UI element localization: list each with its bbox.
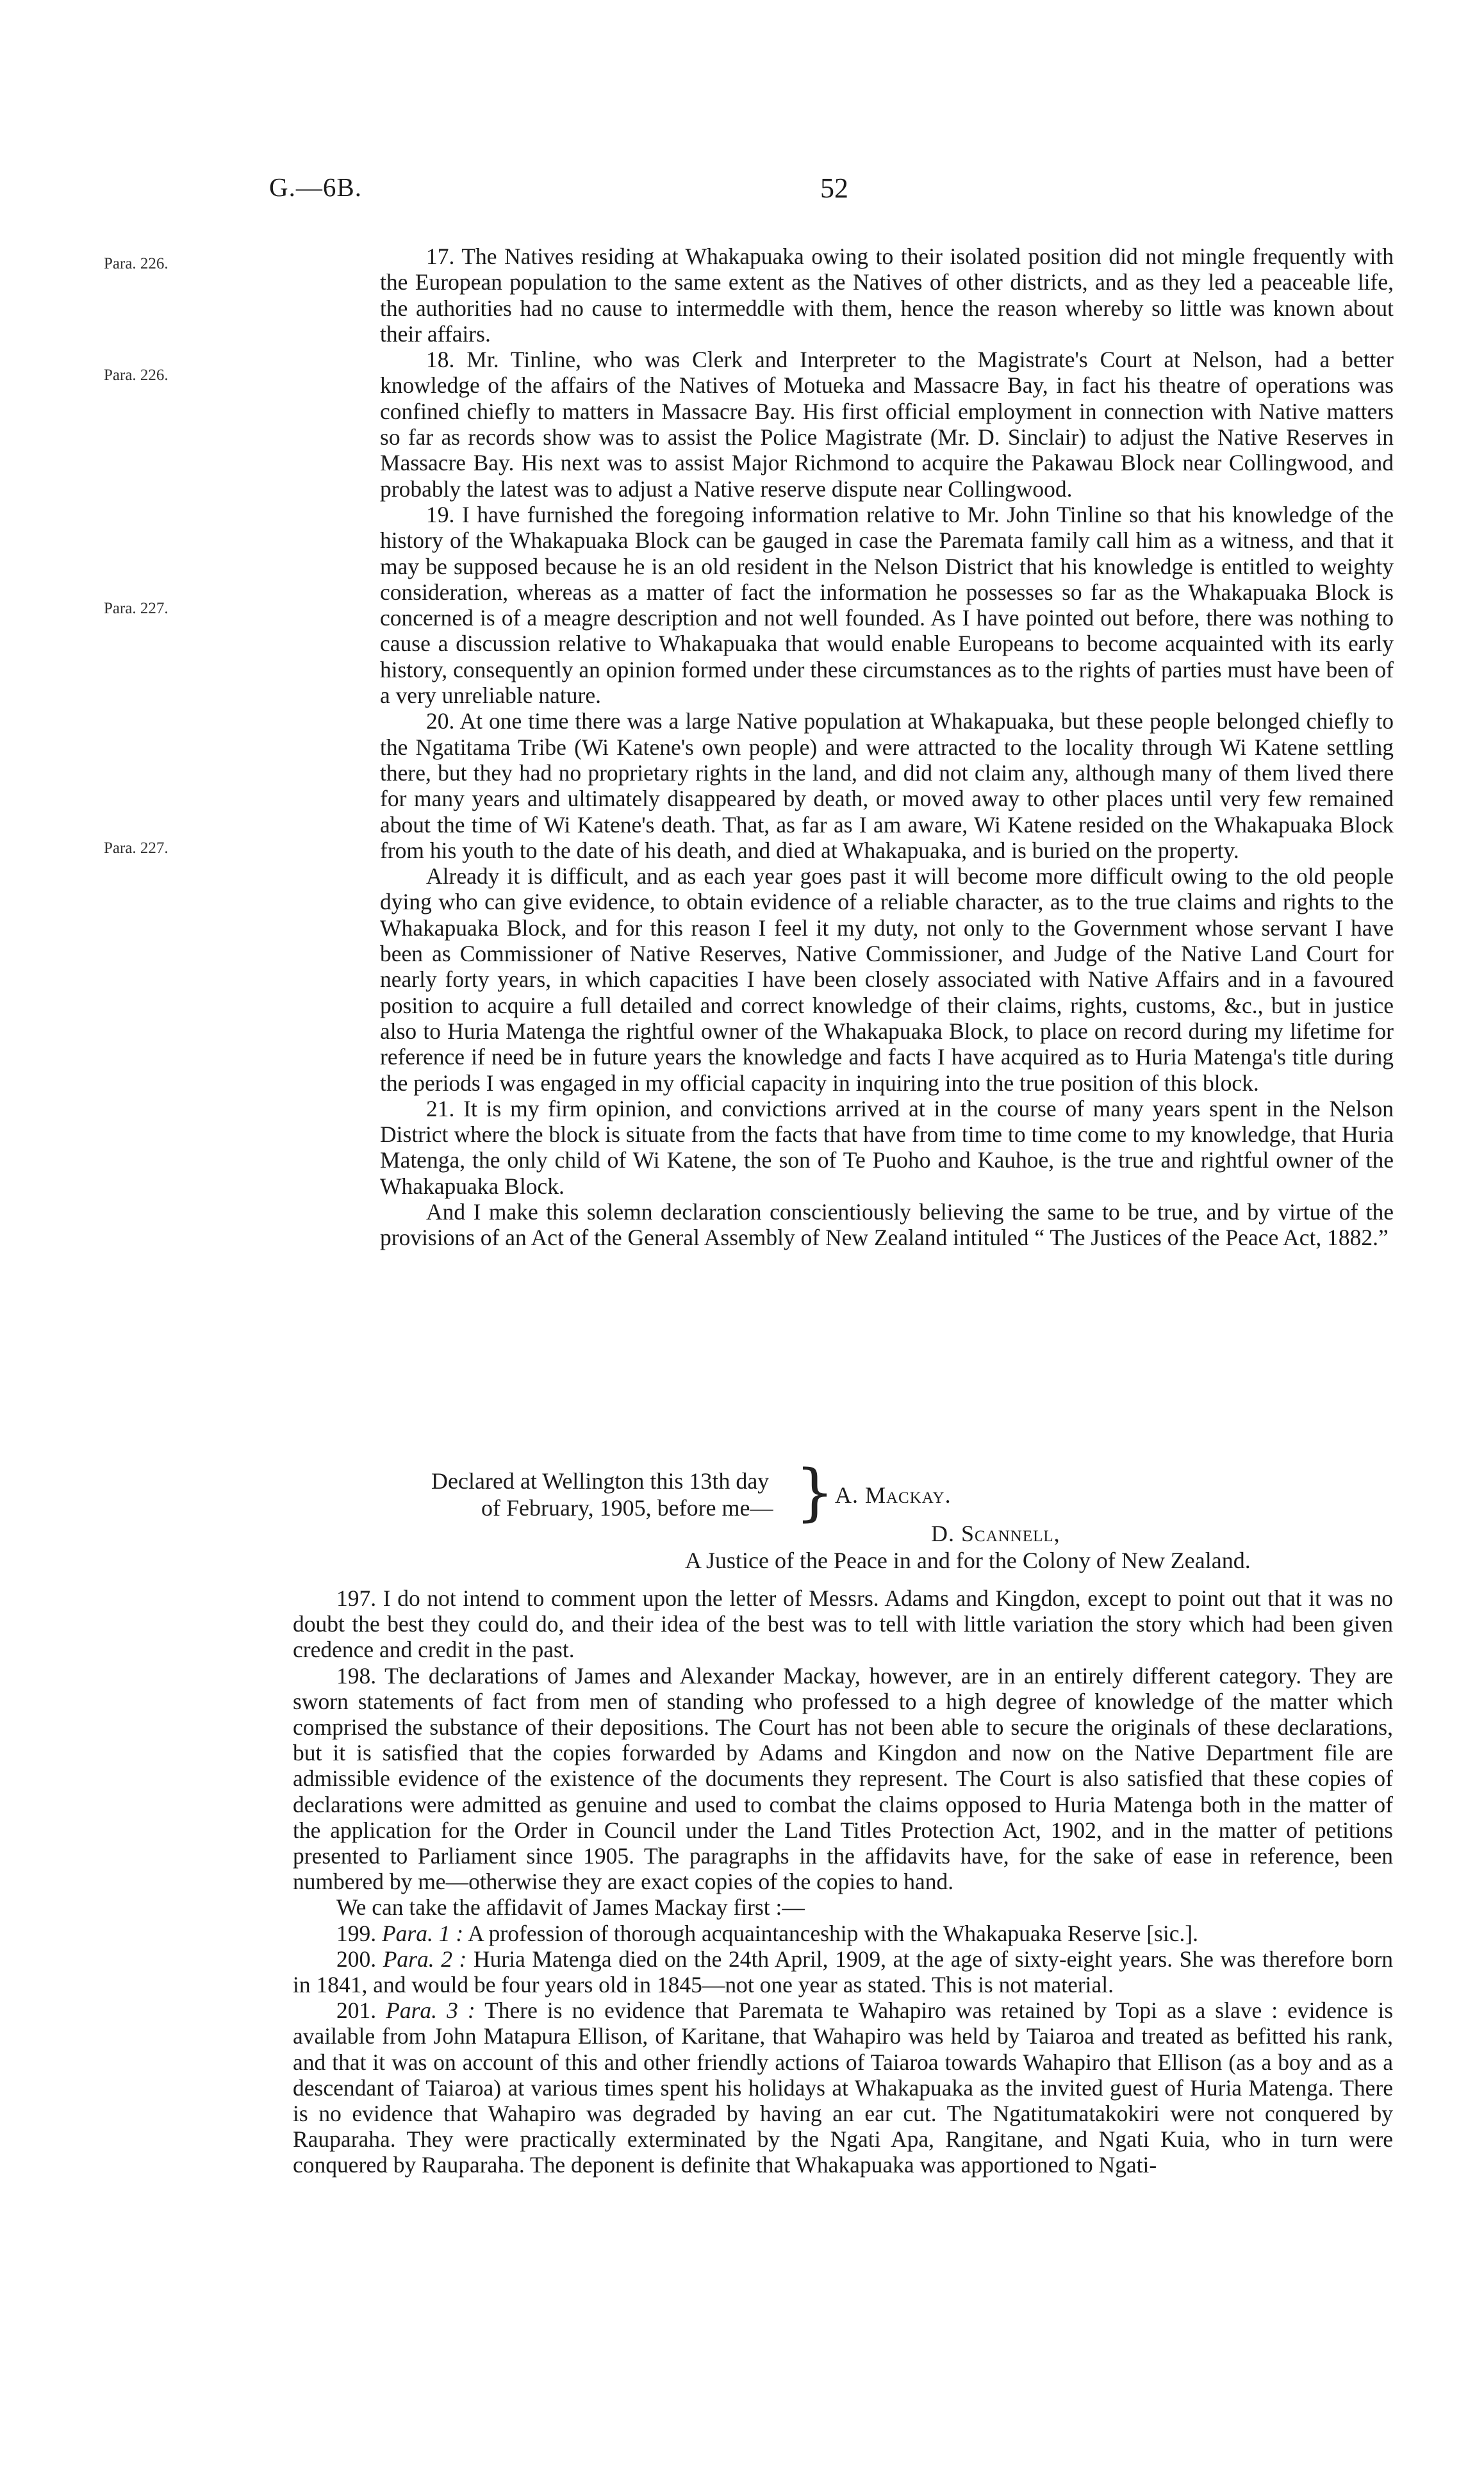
declaration-statement (431, 1468, 773, 1521)
quoted-paragraph: And I make this solemn declaration conscientiously believing the same to be true, and by virtue of the provisions of an Act of the General Assembly of New Zealand intituled “ The Justices of the Peace Act, 1882.” (380, 1198, 1394, 1251)
quoted-paragraph: Already it is difficult, and as each year goes past it will become more difficult owing to the old people dying who can give evidence, to obtain evidence of a reliable character, as to the true claims and rights to the Whakapuaka Block, and for this reason I feel it my duty, not only to the Government whose servant I have been as Commissioner of Native Reserves, Native Commissioner, and Judge of the Native Land Court for nearly forty years, in which capacities I have been closely associated with Native Affairs and in a favoured position to acquire a full detailed and correct knowledge of their claims, rights, customs, &c., but in justice also to Huria Matenga the rightful owner of the Whakapuaka Block, to place on record during my lifetime for reference if need be in future years the knowledge and facts I have acquired as to Huria Matenga's title during the periods I was engaged in my official capacity in inquiring into the true position of this block. (380, 863, 1394, 1096)
margin-note: Para. 226. (104, 367, 169, 384)
margin-note: Para. 227. (104, 839, 169, 857)
para-reference: Para. 3 : (386, 1997, 475, 2024)
quoted-paragraph: 17. The Natives residing at Whakapuaka owing to their isolated position did not mingle frequently with the European population to the same extent as the Natives of other districts, and as they led a peaceable life, the authorities had no cause to intermeddle with them, hence the reason whereby so little was known about their affairs. (380, 244, 1394, 347)
declarant-signature: A. Mackay. (835, 1482, 952, 1508)
brace-symbol: } (795, 1457, 835, 1528)
declaration-line: Declared at Wellington this 13th day (431, 1468, 770, 1494)
paragraph-text: A profession of thorough acquaintanceship with the Whakapuaka Reserve [sic.]. (468, 1920, 1199, 1946)
paragraph: We can take the affidavit of James Mackay first :— (336, 1894, 805, 1921)
quoted-paragraph: 18. Mr. Tinline, who was Clerk and Interpreter to the Magistrate's Court at Nelson, had a better knowledge of the affairs of the Natives of Motueka and Massacre Bay, in fact his theatre of operations was confined chiefly to matters in Massacre Bay. His first official employment in connection with Native matters so far as records show was to assist the Police Magistrate (Mr. D. Sinclair) to adjust the Native Reserves in Massacre Bay. His next was to assist Major Richmond to acquire the Pakawau Block near Collingwood, and probably the latest was to adjust a Native reserve dispute near Collingwood. (380, 347, 1394, 502)
witness-signature: D. Scannell, (931, 1521, 1060, 1546)
paragraph (293, 1997, 1393, 2178)
page-header (0, 172, 1484, 217)
para-reference: Para. 1 : (382, 1920, 464, 1946)
document-reference: G.—6B. (269, 172, 362, 202)
paragraph: 198. The declarations of James and Alexander Mackay, however, are in an entirely different category. They are sworn statements of fact from men of standing who professed to a high degree of knowledge of the matter which comprised the substance of their depositions. The Court has not been able to secure the originals of these declarations, but it is satisfied that the copies forwarded by Adams and Kingdon and now on the Native Department file are admissible evidence of the existence of the documents they represent. The Court is also satisfied that these copies of declarations were admitted as genuine and used to combat the claims opposed to Huria Matenga both in the matter of the application for the Order in Council under the Land Titles Protection Act, 1902, and in the matter of petitions presented to Parliament since 1905. The paragraphs in the affidavits have, for the sake of ease in reference, been numbered by me—otherwise they are exact copies of the copies to hand. (293, 1662, 1393, 1895)
margin-note: Para. 227. (104, 600, 169, 617)
declaration-line: of February, 1905, before me— (481, 1495, 773, 1521)
main-text (293, 1585, 1393, 2178)
para-reference: Para. 2 : (383, 1946, 467, 1972)
quoted-paragraph: 20. At one time there was a large Native population at Whakapuaka, but these people belonged chiefly to the Ngatitama Tribe (Wi Katene's own people) and were attracted to the locality through Wi Katene settling there, but they had no proprietary rights in the land, and did not claim any, although many of them lived there for many years and ultimately disappeared by death, or moved away to other places until very few remained about the time of Wi Katene's death. That, as far as I am aware, Wi Katene resided on the Whakapuaka Block from his youth to the date of his death, and died at Whakapuaka, and is buried on the property. (380, 708, 1394, 863)
paragraph-number: 201. (336, 1997, 377, 2024)
margin-note: Para. 226. (104, 255, 169, 272)
paragraph (293, 1946, 1393, 1997)
quoted-paragraph: 19. I have furnished the foregoing information relative to Mr. John Tinline so that his knowledge of the history of the Whakapuaka Block can be gauged in case the Paremata family call him as a witness, and that it may be supposed because he is an old resident in the Nelson District that his knowledge is entitled to weighty consideration, whereas as a matter of fact the information he possesses so far as the Whakapuaka Block is concerned is of a meagre description and not well founded. As I have pointed out before, there was nothing to cause a discussion relative to Whakapuaka that would enable Europeans to become acquainted with its early history, consequently an opinion formed under these circumstances as to the rights of parties must have been of a very unreliable nature. (380, 501, 1394, 709)
witness-title: A Justice of the Peace in and for the Colony of New Zealand. (685, 1548, 1251, 1573)
paragraph: 197. I do not intend to comment upon the letter of Messrs. Adams and Kingdon, except to point out that it was no doubt the best they could do, and their idea of the best was to tell with little variation the story which had been given credence and credit in the past. (293, 1585, 1393, 1663)
paragraph-number: 199. (336, 1920, 377, 1946)
quoted-paragraph: 21. It is my firm opinion, and convictions arrived at in the course of many years spent in the Nelson District where the block is situate from the facts that have from time to time come to my knowledge, that Huria Matenga, the only child of Wi Katene, the son of Te Puoho and Kauhoe, is the true and rightful owner of the Whakapuaka Block. (380, 1095, 1394, 1199)
page-number: 52 (820, 172, 848, 204)
paragraph-number: 200. (336, 1946, 377, 1972)
paragraph (293, 1921, 1393, 1946)
paragraph-text: There is no evidence that Paremata te Wahapiro was retained by Topi as a slave : evidence is available from John Matapura Ellison, of Karitane, that Wahapiro was held by Taiaroa and treated as befitted his rank, and that it was on account of this and other friendly actions of Taiaroa towards Wahapiro that Ellison (as a boy and as a descendant of Taiaroa) at various times spent his holidays at Whakapuaka as the invited guest of Huria Matenga. There is no evidence that Wahapiro was degraded by having an ear cut. The Ngatitumatakokiri were not conquered by Rauparaha. They were practically exterminated by the Ngati Apa, Rangitane, and Ngati Kuia, who in turn were conquered by Rauparaha. The deponent is definite that Whakapuaka was apportioned to Ngati- (293, 1997, 1394, 2178)
quoted-declaration-text (380, 244, 1394, 1251)
paragraph-text: Huria Matenga died on the 24th April, 1909, at the age of sixty-eight years. She was therefore born in 1841, and would be four years old in 1845—not one year as stated. This is not material. (293, 1946, 1394, 1998)
